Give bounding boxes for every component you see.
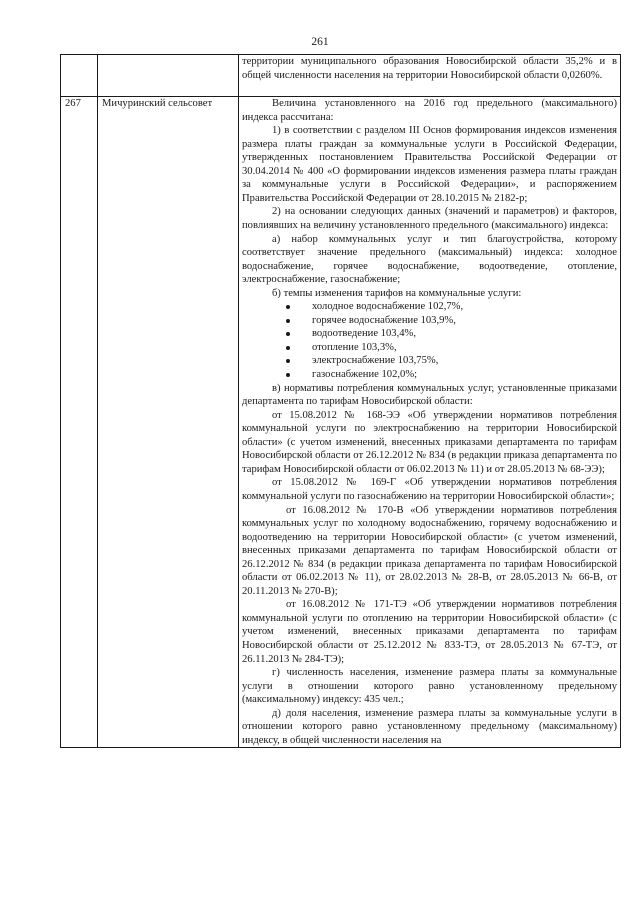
description-cell <box>239 97 621 748</box>
point-2: 2) на основании следующих данных (значений и параметров) и факторов, повлиявших на величину установленного предельного (максимального) индекса: <box>242 206 617 232</box>
bullet-icon <box>286 346 290 350</box>
bullet-icon <box>286 373 290 377</box>
tariff-list <box>242 300 617 381</box>
bullet-icon <box>286 332 290 336</box>
bullet-icon <box>286 319 290 323</box>
tariff-text: водоотведение 103,4%, <box>312 328 416 340</box>
list-item <box>242 341 617 355</box>
tariff-text: электроснабжение 103,75%, <box>312 355 439 367</box>
row-name-cell-empty <box>98 55 239 97</box>
continuation-cell <box>239 55 621 97</box>
bullet-icon <box>286 359 290 363</box>
row-number-cell-empty <box>61 55 98 97</box>
tariff-text: горячее водоснабжение 103,9%, <box>312 314 456 326</box>
list-item <box>242 314 617 328</box>
row-number: 267 <box>61 97 98 748</box>
page-number: 261 <box>311 36 329 48</box>
index-table <box>60 54 621 748</box>
order-168-ee: от 15.08.2012 № 168-ЭЭ «Об утверждении нормативов потребления коммунальной услуги по электроснабжению на территории Новосибирской области» (с учетом изменений, внесенных приказами департамента по тарифам Новосибирской области от 26.12.2012 № 834 (в редакции приказа департамента по тарифам Новосибирской области от 06.02.2013 № 11) и от 28.05.2013 № 68-ЭЭ); <box>242 409 617 475</box>
tariff-text: отопление 103,3%, <box>312 341 397 353</box>
list-item <box>242 300 617 314</box>
table-row-continuation <box>61 55 621 97</box>
order-170-v: от 16.08.2012 № 170-В «Об утверждении нормативов потребления коммунальных услуг по холодному водоснабжению, горячему водоснабжению и водоотведению на территории Новосибирской области» (с учетом изменений, внесенных приказами департамента по тарифам Новосибирской области от 26.12.2012 № 834 (в редакции приказа департамента по тарифам Новосибирской области от 06.02.2013 № 11), от 28.02.2013 № 28-В, от 28.05.2013 № 66-В, от 20.11.2013 № 270-В); <box>242 504 617 597</box>
intro-paragraph: Величина установленного на 2016 год предельного (максимального) индекса рассчитана: <box>242 98 617 123</box>
item-g: г) численность населения, изменение размера платы за коммунальные услуги в отношении которого равно установленному предельному (максимальному) индексу: 435 чел.; <box>242 667 617 706</box>
order-169-g: от 15.08.2012 № 169-Г «Об утверждении нормативов потребления коммунальной услуги по газоснабжению на территории Новосибирской области»; <box>242 477 617 502</box>
point-1: 1) в соответствии с разделом III Основ формирования индексов изменения размера платы граждан за коммунальные услуги в Российской Федерации, утвержденных постановлением Правительства Российской Федерации от 30.04.2014 № 400 «О формировании индексов изменения размера платы граждан за коммунальные услуги в Российской Федерации», и распоряжением Правительства Российской Федерации от 28.10.2015 № 2182-р; <box>242 125 617 204</box>
item-b: б) темпы изменения тарифов на коммунальные услуги: <box>272 287 522 299</box>
continuation-text: территории муниципального образования Новосибирской области 35,2% и в общей численности населения на территории Новосибирской области 0,0260%. <box>242 56 617 81</box>
list-item <box>242 327 617 341</box>
list-item <box>242 368 617 382</box>
list-item <box>242 354 617 368</box>
municipality-name: Мичуринский сельсовет <box>98 97 239 748</box>
item-v: в) нормативы потребления коммунальных услуг, установленные приказами департамента по тарифам Новосибирской области: <box>242 382 617 408</box>
bullet-icon <box>286 305 290 309</box>
table-row-267 <box>61 97 621 748</box>
item-d: д) доля населения, изменение размера платы за коммунальные услуги в отношении которого равно установленному предельному (максимальному) индексу, в общей численности населения на <box>242 707 617 746</box>
order-171-te: от 16.08.2012 № 171-ТЭ «Об утверждении нормативов потребления коммунальной услуги по отоплению на территории Новосибирской области» (с учетом изменений, внесенных приказами департамента по тарифам Новосибирской области от 25.12.2012 № 833-ТЭ, от 28.05.2013 № 67-ТЭ, от 26.11.2013 № 284-ТЭ); <box>242 599 617 665</box>
tariff-text: холодное водоснабжение 102,7%, <box>312 301 464 313</box>
item-a: а) набор коммунальных услуг и тип благоустройства, которому соответствует значение предельного (максимальный) индекса: холодное водоснабжение, горячее водоснабжение, водоотведение, отопление, электроснабжение, газоснабжение; <box>242 233 617 286</box>
tariff-text: газоснабжение 102,0%; <box>312 369 418 381</box>
